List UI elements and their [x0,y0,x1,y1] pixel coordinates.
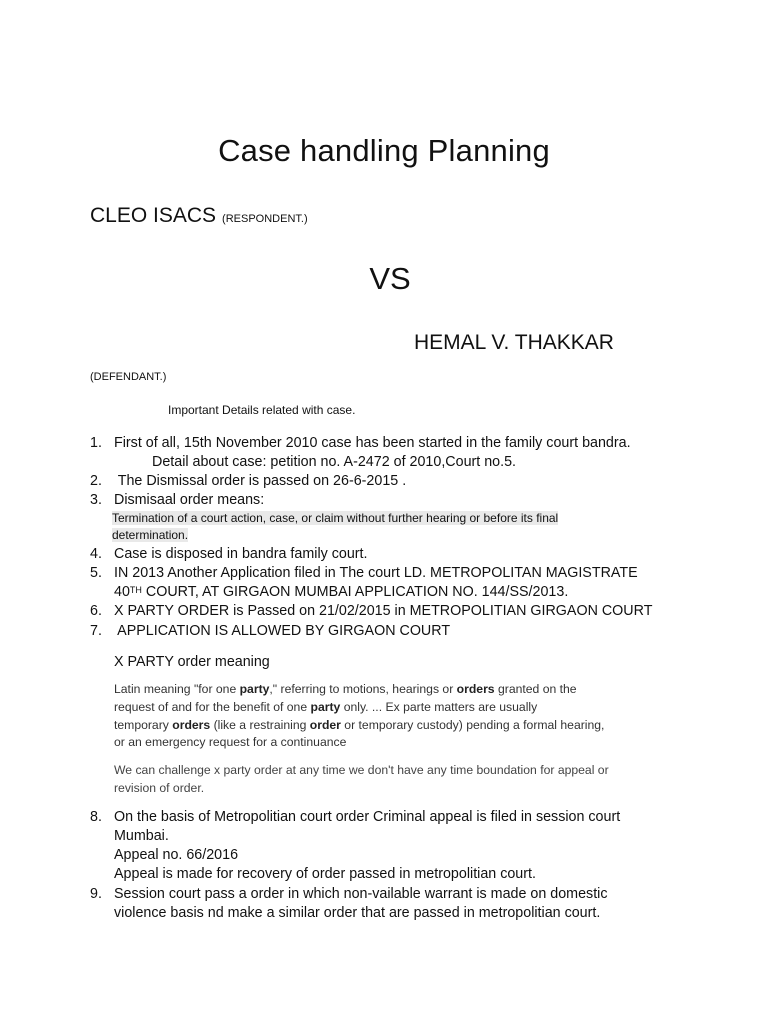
respondent-name: CLEO ISACS [90,204,217,227]
list-item-text: On the basis of Metropolitian court order Criminal appeal is filed in session court [114,809,621,825]
list-item-8: 8. On the basis of Metropolitian court order Criminal appeal is filed in session court [90,809,621,825]
defendant-role: (DEFENDANT.) [90,371,167,383]
list-item-1-detail: Detail about case: petition no. A-2472 of 2010,Court no.5. [152,454,517,470]
latin-meaning-paragraph: Latin meaning "for one party," referring to motions, hearings or orders granted on the request of and for the benefit of one party only. ... Ex parte matters are usually temporary orders (like a restraining order or temporary custody) pending a formal hearing, or an emergency request for a continuance [114,682,605,750]
list-item-text: APPLICATION IS ALLOWED BY GIRGAON COURT [114,623,451,639]
list-item-2: 2. The Dismissal order is passed on 26-6-2015 . [90,473,407,489]
list-item-7: 7. APPLICATION IS ALLOWED BY GIRGAON COURT [90,623,451,639]
list-item-text: Case is disposed in bandra family court. [114,546,368,562]
challenge-paragraph: We can challenge x party order at any time we don't have any time boundation for appeal or revision of order. [114,763,609,795]
list-item-9-continuation: violence basis nd make a similar order that are passed in metropolitian court. [114,905,601,921]
page-title: Case handling Planning [218,133,550,168]
dismissal-definition-line2: determination. [112,528,189,542]
list-item-text: The Dismissal order is passed on 26-6-2015 . [114,473,407,489]
important-details-heading: Important Details related with case. [168,403,356,417]
list-item-9: 9. Session court pass a order in which non-vailable warrant is made on domestic [90,886,608,902]
xparty-meaning-heading: X PARTY order meaning [114,654,270,670]
respondent-role: (RESPONDENT.) [222,213,308,225]
list-item-5: 5. IN 2013 Another Application filed in The court LD. METROPOLITAN MAGISTRATE [90,565,638,581]
list-item-8-appeal-purpose: Appeal is made for recovery of order passed in metropolitian court. [114,866,536,882]
list-item-text: X PARTY ORDER is Passed on 21/02/2015 in METROPOLITIAN GIRGAON COURT [114,603,653,619]
list-item-6: 6. X PARTY ORDER is Passed on 21/02/2015 in METROPOLITIAN GIRGAON COURT [90,603,653,619]
list-item-1: 1. First of all, 15th November 2010 case has been started in the family court bandra. [90,435,631,451]
dismissal-definition [112,510,558,544]
respondent-line [90,204,308,228]
dismissal-definition-line1: Termination of a court action, case, or claim without further hearing or before its final [112,511,559,525]
list-item-5-continuation: 40TH COURT, AT GIRGAON MUMBAI APPLICATION NO. 144/SS/2013. [114,584,569,600]
list-item-text: First of all, 15th November 2010 case has been started in the family court bandra. [114,435,631,451]
defendant-name: HEMAL V. THAKKAR [414,331,614,354]
list-item-text: Dismisaal order means: [114,492,265,508]
list-item-8-continuation: Mumbai. [114,828,169,844]
list-item-8-appeal-number: Appeal no. 66/2016 [114,847,239,863]
list-item-3: 3. Dismisaal order means: [90,492,265,508]
list-item-text: Session court pass a order in which non-vailable warrant is made on domestic [114,886,608,902]
versus-label: VS [369,261,411,296]
list-item-4: 4. Case is disposed in bandra family court. [90,546,368,562]
list-item-text: IN 2013 Another Application filed in The court LD. METROPOLITAN MAGISTRATE [114,565,638,581]
